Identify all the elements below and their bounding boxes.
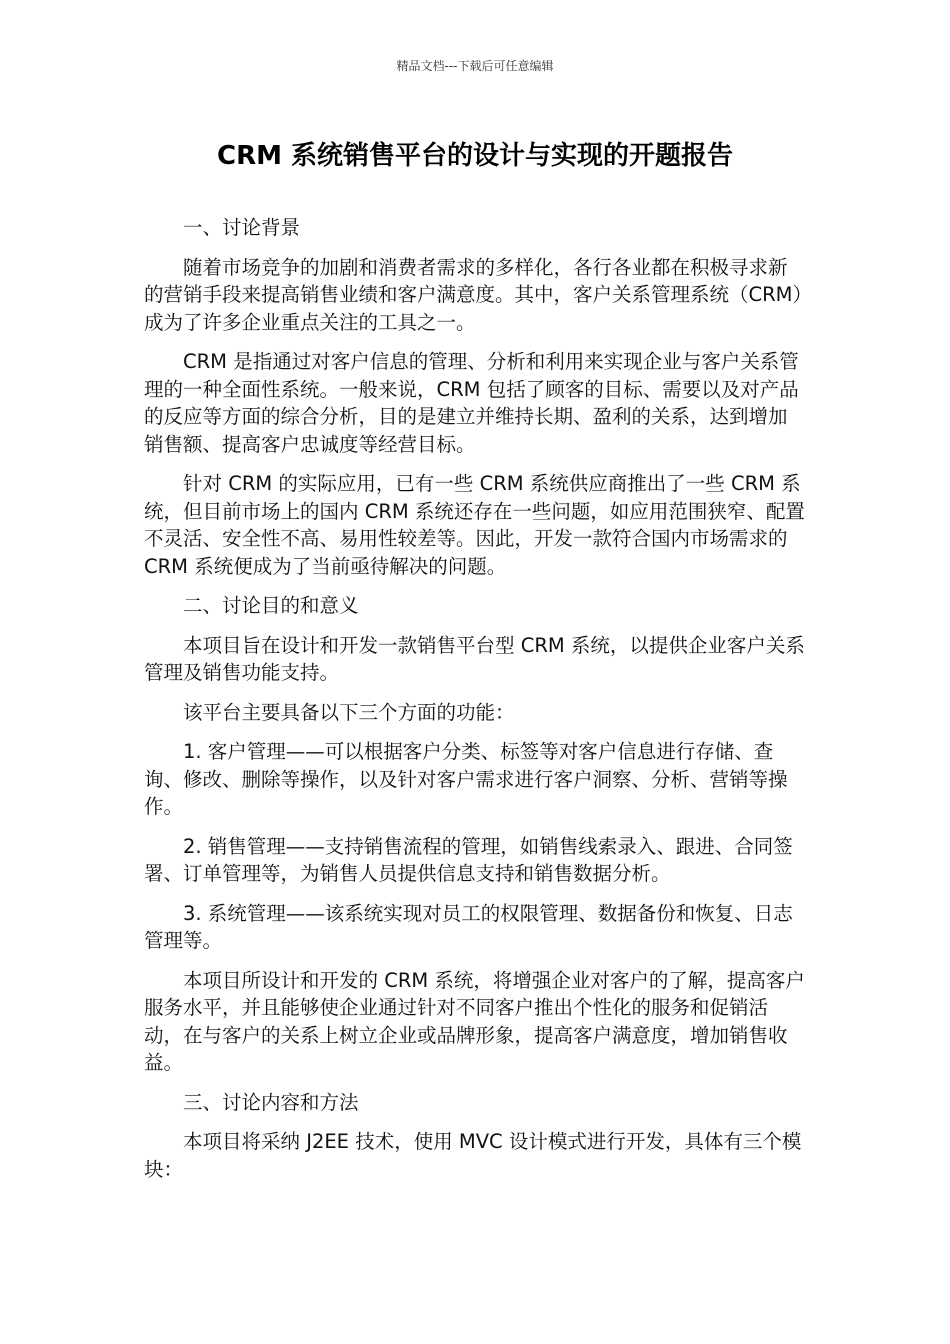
paragraph: 随着市场竞争的加剧和消费者需求的多样化，各行各业都在积极寻求新的营销手段来提高销售业绩和客户满意度。其中，客户关系管理系统（CRM）成为了许多企业重点关注的工具之一。 <box>144 255 803 334</box>
document-title: CRM 系统销售平台的设计与实现的开题报告 <box>216 141 734 171</box>
paragraph: 本项目将采纳 J2EE 技术，使用 MVC 设计模式进行开发，具体有三个模块： <box>144 1130 802 1181</box>
list-item-system-management: 3. 系统管理——该系统实现对员工的权限管理、数据备份和恢复、日志管理等。 <box>144 901 793 952</box>
section-heading-methods: 三、讨论内容和方法 <box>183 1090 359 1114</box>
header-note: 精品文档---下载后可任意编辑 <box>396 59 554 73</box>
list-item-sales-management: 2. 销售管理——支持销售流程的管理，如销售线索录入、跟进、合同签署、订单管理等，为销售人员提供信息支持和销售数据分析。 <box>144 834 793 885</box>
paragraph: 本项目所设计和开发的 CRM 系统，将增强企业对客户的了解，提高客户服务水平，并且能够使企业通过针对不同客户推出个性化的服务和促销活动，在与客户的关系上树立企业或品牌形象，提高客户满意度，增加销售收益。 <box>144 968 805 1074</box>
paragraph: 针对 CRM 的实际应用，已有一些 CRM 系统供应商推出了一些 CRM 系统，但目前市场上的国内 CRM 系统还存在一些问题，如应用范围狭窄、配置不灵活、安全性不高、易用性较差等。因此，开发一款符合国内市场需求的 CRM 系统便成为了当前亟待解决的问题。 <box>144 472 805 578</box>
section-heading-purpose: 二、讨论目的和意义 <box>183 594 359 617</box>
section-heading-background: 一、讨论背景 <box>183 216 301 239</box>
paragraph: CRM 是指通过对客户信息的管理、分析和利用来实现企业与客户关系管理的一种全面性系统。一般来说，CRM 包括了顾客的目标、需要以及对产品的反应等方面的综合分析，目的是建立并维持长期、盈利的关系，达到增加销售额、提高客户忠诚度等经营目标。 <box>144 350 799 456</box>
paragraph: 该平台主要具备以下三个方面的功能： <box>183 700 515 724</box>
paragraph: 本项目旨在设计和开发一款销售平台型 CRM 系统，以提供企业客户关系管理及销售功能支持。 <box>144 633 805 684</box>
list-item-customer-management: 1. 客户管理——可以根据客户分类、标签等对客户信息进行存储、查询、修改、删除等操作，以及针对客户需求进行客户洞察、分析、营销等操作。 <box>144 740 788 818</box>
document-body <box>144 214 806 1195</box>
